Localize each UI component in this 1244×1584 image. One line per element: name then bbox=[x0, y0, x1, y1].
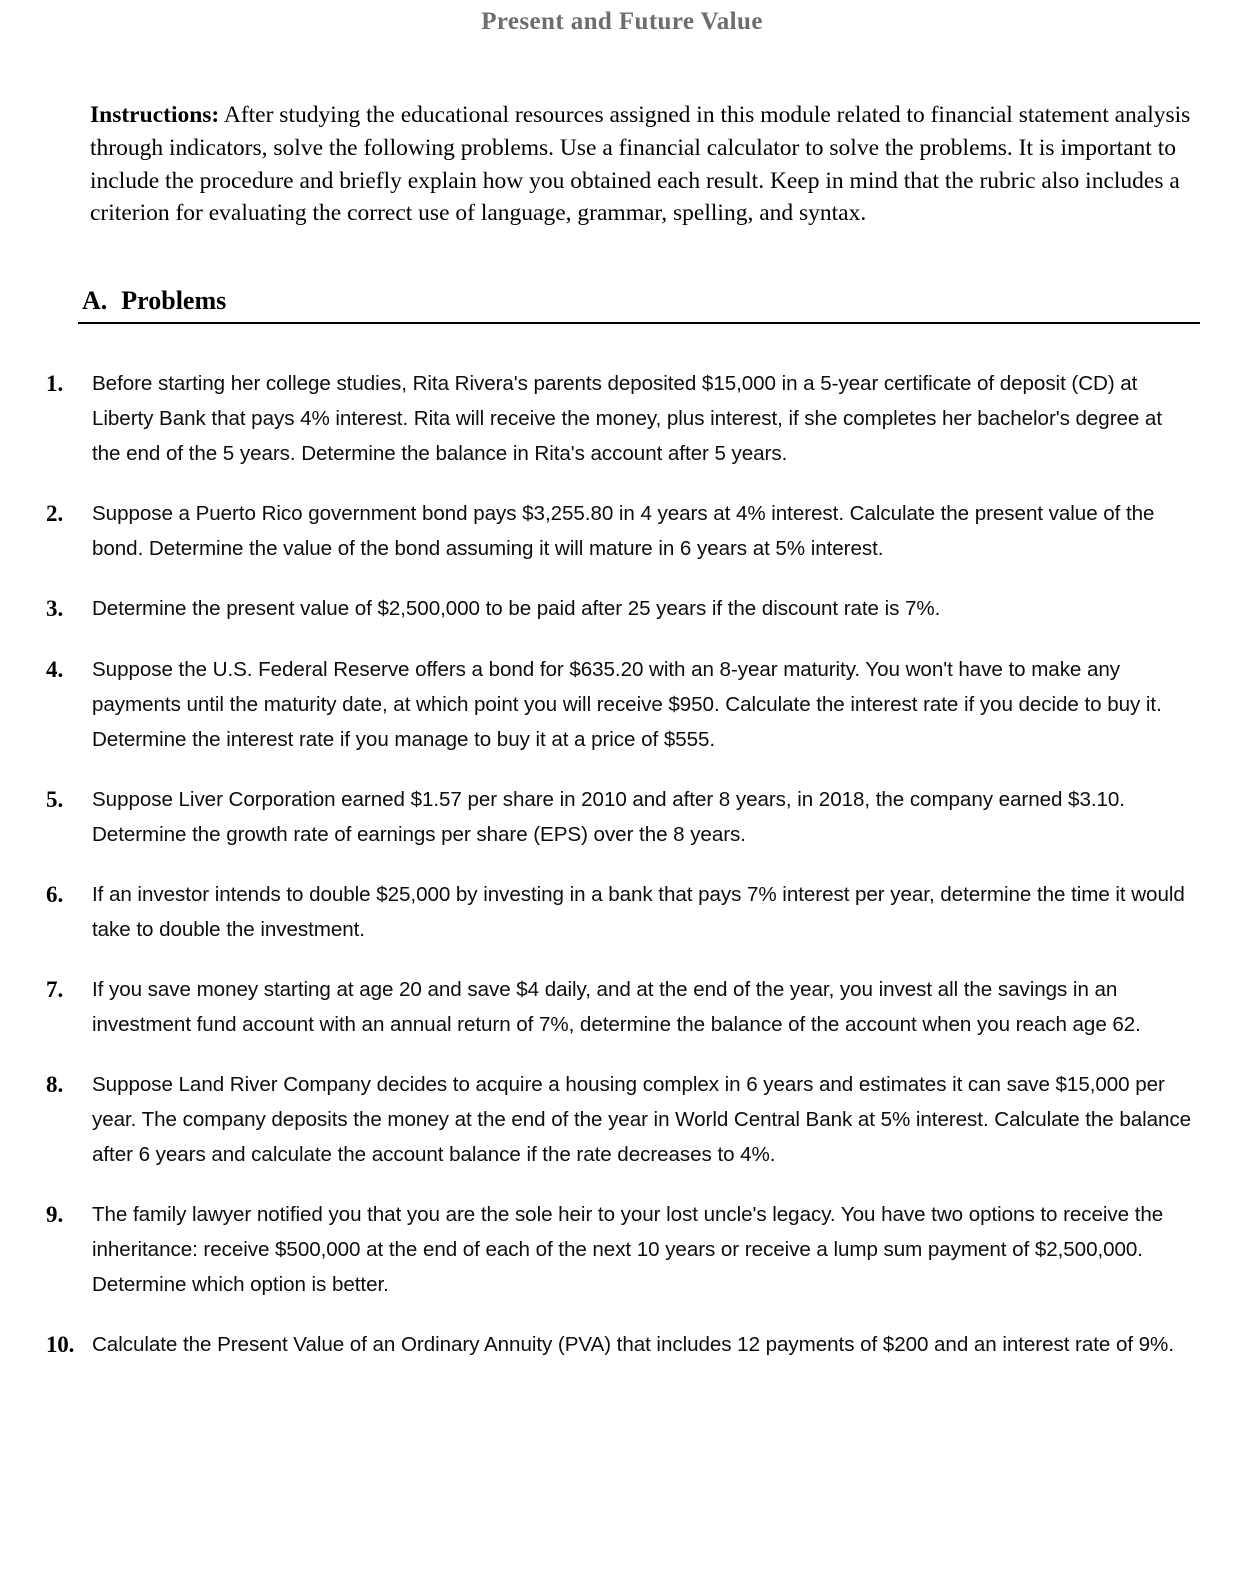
problem-text: Determine the present value of $2,500,000 to be paid after 25 years if the discount rate is 7%. bbox=[92, 596, 941, 620]
problem-number: 1. bbox=[46, 370, 64, 396]
section-letter: A. bbox=[82, 285, 108, 315]
section-title: Problems bbox=[121, 285, 227, 315]
problem-text: Suppose the U.S. Federal Reserve offers a bond for $635.20 with an 8-year maturity. You won't have to make any payments until the maturity date, at which point you will receive $950. Calculate the interest rate if you decide to buy it. Determine the interest rate if you manage to buy it at a price of $555. bbox=[92, 657, 1162, 751]
problem-number: 4. bbox=[46, 656, 64, 682]
list-item bbox=[46, 366, 1192, 471]
problem-text: Suppose a Puerto Rico government bond pays $3,255.80 in 4 years at 4% interest. Calculate the present value of the bond. Determine the value of the bond assuming it will mature in 6 years at 5% interest. bbox=[92, 501, 1155, 560]
section-heading bbox=[78, 286, 1200, 316]
problem-text: The family lawyer notified you that you are the sole heir to your lost uncle's legacy. You have two options to receive the inheritance: receive $500,000 at the end of each of the next 10 years or receive a lump sum payment of $2,500,000. Determine which option is better. bbox=[92, 1202, 1164, 1296]
problem-number: 5. bbox=[46, 786, 64, 812]
problem-text: Calculate the Present Value of an Ordinary Annuity (PVA) that includes 12 payments of $200 and an interest rate of 9%. bbox=[92, 1332, 1174, 1356]
list-item bbox=[46, 496, 1192, 566]
section-divider bbox=[78, 322, 1200, 324]
problem-number: 9. bbox=[46, 1201, 64, 1227]
problem-number: 10. bbox=[46, 1331, 75, 1357]
problem-number: 7. bbox=[46, 976, 64, 1002]
problem-number: 2. bbox=[46, 500, 64, 526]
list-item bbox=[46, 972, 1192, 1042]
section-problems bbox=[78, 286, 1200, 324]
problems-list bbox=[46, 366, 1192, 1363]
problem-text: Before starting her college studies, Rita Rivera's parents deposited $15,000 in a 5-year certificate of deposit (CD) at Liberty Bank that pays 4% interest. Rita will receive the money, plus interest, if she completes her bachelor's degree at the end of the 5 years. Determine the balance in Rita's account after 5 years. bbox=[92, 371, 1162, 465]
instructions-body: After studying the educational resources assigned in this module related to financial statement analysis through indicators, solve the following problems. Use a financial calculator to solve the problems. It is important to include the procedure and briefly explain how you obtained each result. Keep in mind that the rubric also includes a criterion for evaluating the correct use of language, grammar, spelling, and syntax. bbox=[90, 102, 1191, 227]
problem-text: Suppose Land River Company decides to acquire a housing complex in 6 years and estimates it can save $15,000 per year. The company deposits the money at the end of the year in World Central Bank at 5% interest. Calculate the balance after 6 years and calculate the account balance if the rate decreases to 4%. bbox=[92, 1072, 1192, 1166]
list-item bbox=[46, 591, 1192, 627]
problem-number: 8. bbox=[46, 1071, 64, 1097]
page-title: Present and Future Value bbox=[481, 8, 763, 35]
list-item bbox=[46, 1067, 1192, 1172]
problem-text: If you save money starting at age 20 and save $4 daily, and at the end of the year, you invest all the savings in an investment fund account with an annual return of 7%, determine the balance of the account when you reach age 62. bbox=[92, 977, 1141, 1036]
instructions-paragraph bbox=[90, 99, 1192, 230]
problem-text: If an investor intends to double $25,000 by investing in a bank that pays 7% interest per year, determine the time it would take to double the investment. bbox=[92, 882, 1185, 941]
list-item bbox=[46, 652, 1192, 757]
problem-number: 3. bbox=[46, 595, 64, 621]
problem-text: Suppose Liver Corporation earned $1.57 per share in 2010 and after 8 years, in 2018, the company earned $3.10. Determine the growth rate of earnings per share (EPS) over the 8 years. bbox=[92, 787, 1125, 846]
problem-number: 6. bbox=[46, 881, 64, 907]
list-item bbox=[46, 877, 1192, 947]
instructions-label: Instructions: bbox=[90, 102, 220, 129]
list-item bbox=[46, 1327, 1192, 1363]
list-item bbox=[46, 782, 1192, 852]
list-item bbox=[46, 1197, 1192, 1302]
